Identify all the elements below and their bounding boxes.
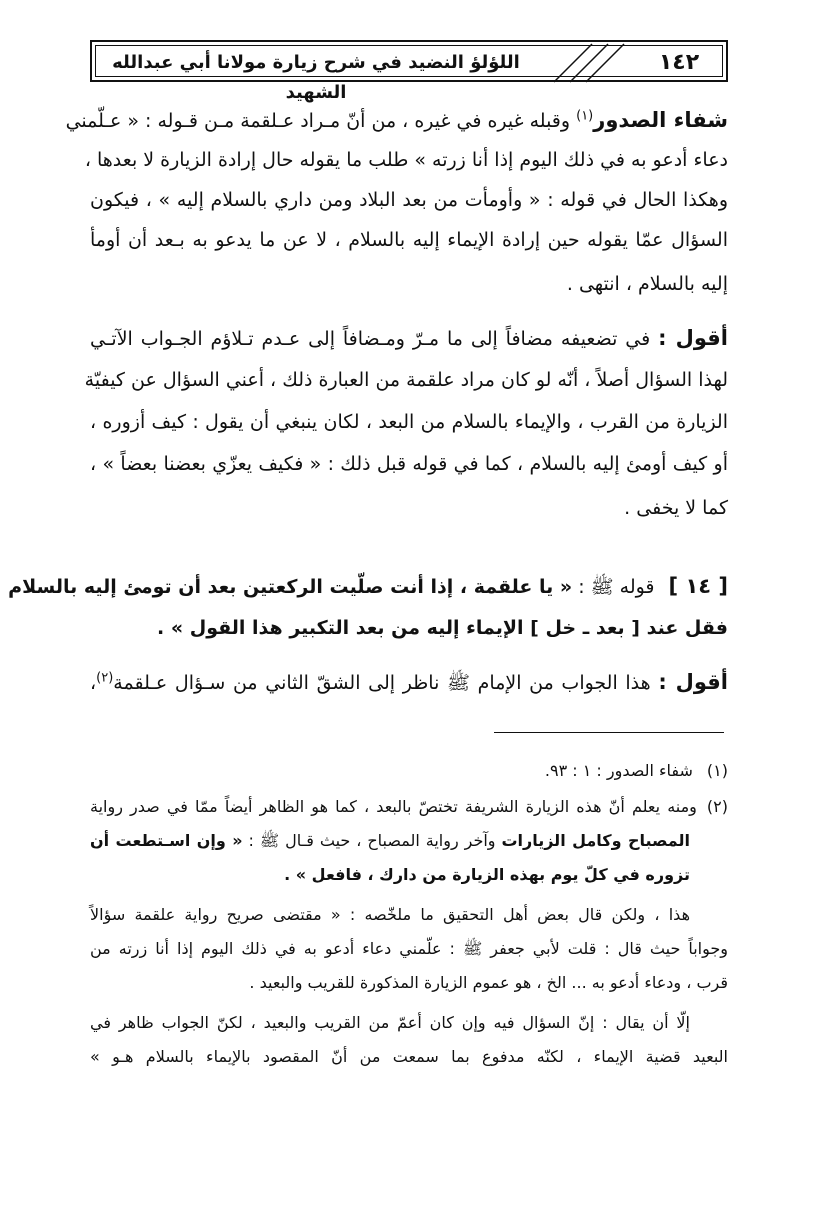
text-line: السؤال عمّا يقوله حين إرادة الإيماء إليه بالسلام ، لا عن ما يدعو به بـعد أن أومأ <box>90 229 728 251</box>
paragraph-lead: أقول : <box>658 670 729 694</box>
hadith-quote: « وإن اسـتطعت أن <box>90 831 243 850</box>
source-titles: المصباح وكامل الزيارات <box>501 831 691 850</box>
text-line: كما لا يخفى . <box>624 497 728 519</box>
text-line: دعاء أدعو به في ذلك اليوم إذا أنا زرته » طلب ما يقوله حال إرادة الزيارة لا بعدها ، <box>84 149 728 171</box>
footnote-2-line: تزوره في كلّ يوم بهذه الزيارة من دارك ، فافعل » . <box>284 865 690 884</box>
footnote-divider <box>494 732 724 733</box>
running-title: اللؤلؤ النضيد في شرح زيارة مولانا أبي عبدالله الشهيد <box>112 52 520 103</box>
footnote-2-line <box>90 790 728 824</box>
footnote-1 <box>90 754 728 788</box>
page-header <box>90 40 728 103</box>
paragraph-lead: أقول : <box>658 326 729 350</box>
text-line: إليه بالسلام ، انتهى . <box>566 273 728 295</box>
text-line: أو كيف أومئ إليه بالسلام ، كما في قوله قبل ذلك : « فكيف يعزّي بعضنا بعضاً » ، <box>90 453 728 475</box>
footnote-2-line: البعيد قضية الإيماء ، لكنّه مدفوع بما سمعت من أنّ المقصود بالإيماء بالسلام هـو » <box>90 1047 728 1066</box>
source-title: شفاء الصدور <box>593 108 728 132</box>
footnote-number: (١) <box>706 761 728 780</box>
footnote-text: ومنه يعلم أنّ هذه الزيارة الشريفة تختصّ بالبعد ، كما هو الظاهر أيضاً ممّا في صدر رواية <box>90 797 697 816</box>
footnote-number: (٢) <box>706 797 728 816</box>
section-number: [ ١٤ ] <box>668 574 728 598</box>
text-line: لهذا السؤال أصلاً ، أنّه لو كان مراد علقمة من العبارة ذلك ، أعني السؤال عن كيفيّة <box>84 369 728 391</box>
text-span: في تضعيفه مضافاً إلى ما مـرّ ومـضافاً إلى عـدم تـلاؤم الجـواب الآتـي <box>90 328 659 350</box>
footnote-2-line: قرب ، ودعاء أدعو به ... الخ ، هو عموم الزيارة المذكورة للقريب والبعيد . <box>249 973 728 992</box>
section-heading-line <box>8 566 728 606</box>
footnote-text: شفاء الصدور : ١ : ٩٣. <box>544 761 693 780</box>
text-line <box>90 662 728 702</box>
text-line <box>65 100 728 140</box>
text-line <box>90 318 728 358</box>
hadith-quote: « يا علقمة ، إذا أنت صلّيت الركعتين بعد أن تومئ إليه بالسلام <box>8 576 573 598</box>
text-line: الزيارة من القرب ، والإيماء بالسلام من البعد ، لكان ينبغي أن يقول : كيف أزوره ، <box>90 411 728 433</box>
footnote-2-line: إلّا أن يقال : إنّ السؤال فيه وإن كان أعمّ من القريب والبعيد ، لكنّ الجواب ظاهر في <box>90 1013 690 1032</box>
text-span: وقبله غيره في غيره ، من أنّ مـراد عـلقمة مـن قـوله : « عـلّمني <box>65 110 577 132</box>
footnote-2-line <box>90 824 690 858</box>
footnote-ref: (١) <box>576 108 594 124</box>
footnote-ref: (٢) <box>96 670 114 686</box>
text-span: هذا الجواب من الإمام ﷺ ناظر إلى الشقّ الثاني من سـؤال عـلقمة <box>113 672 659 694</box>
text-span: قوله ﷺ : <box>572 576 655 598</box>
text-line: وهكذا الحال في قوله : « وأومأت من بعد البلاد ومن داري بالسلام إليه » ، فيكون <box>90 189 728 211</box>
footnote-2-line: هذا ، ولكن قال بعض أهل التحقيق ما ملخّصه : « مقتضى صريح رواية علقمة سؤالاً <box>90 905 690 924</box>
page-number: ١٤٢ <box>658 50 700 75</box>
footnote-text: وآخر رواية المصباح ، حيث قـال ﷺ : <box>242 831 502 850</box>
text-span: ، <box>90 672 97 694</box>
hadith-quote-line: فقل عند [ بعد ـ خل ] الإيماء إليه من بعد التكبير هذا القول » . <box>156 617 728 639</box>
footnote-2-line: وجواباً حيث قال : قلت لأبي جعفر ﷺ : علّمني دعاء أدعو به في ذلك اليوم إذا أنا زرته من <box>90 939 728 958</box>
